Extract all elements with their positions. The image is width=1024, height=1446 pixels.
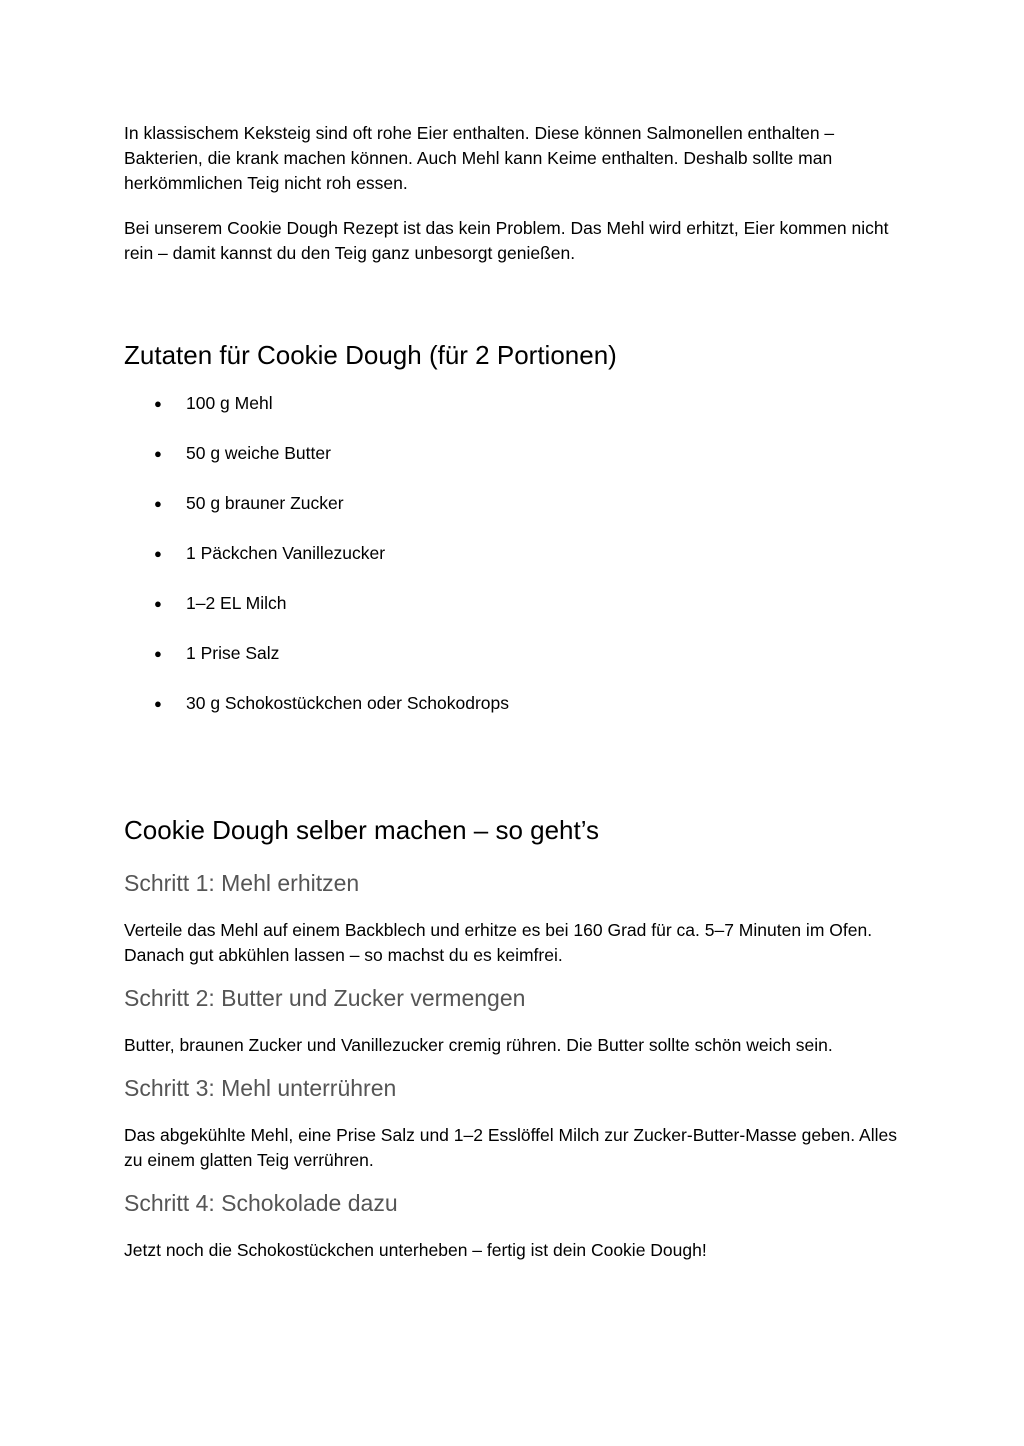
ingredients-list: [124, 391, 904, 716]
step-title: Schritt 2: Butter und Zucker vermengen: [124, 985, 526, 1011]
step-text: Verteile das Mehl auf einem Backblech und erhitze es bei 160 Grad für ca. 5–7 Minuten im Ofen. Danach gut abkühlen lassen – so machst du es keimfrei.: [124, 920, 873, 965]
ingredient-item: [124, 391, 904, 416]
bullet-icon: ●: [154, 496, 162, 511]
intro-paragraph: Bei unserem Cookie Dough Rezept ist das kein Problem. Das Mehl wird erhitzt, Eier kommen nicht rein – damit kannst du den Teig ganz unbesorgt genießen.: [124, 218, 889, 263]
ingredients-heading: Zutaten für Cookie Dough (für 2 Portionen): [124, 340, 617, 370]
step-section: [124, 1188, 904, 1263]
bullet-icon: ●: [154, 446, 162, 461]
document-page: [124, 121, 904, 1263]
ingredient-label: 100 g Mehl: [186, 393, 273, 413]
step-section: [124, 983, 904, 1058]
ingredient-item: [124, 591, 904, 616]
ingredient-label: 50 g brauner Zucker: [186, 493, 344, 513]
ingredient-item: [124, 641, 904, 666]
step-text: Das abgekühlte Mehl, eine Prise Salz und 1–2 Esslöffel Milch zur Zucker-Butter-Masse geben. Alles zu einem glatten Teig verrühren.: [124, 1125, 897, 1170]
step-title: Schritt 1: Mehl erhitzen: [124, 870, 360, 896]
ingredient-item: [124, 541, 904, 566]
intro-paragraph: In klassischem Keksteig sind oft rohe Eier enthalten. Diese können Salmonellen enthalten – Bakterien, die krank machen können. Auch Mehl kann Keime enthalten. Deshalb sollte man herkömmlichen Teig nicht roh essen.: [124, 123, 835, 193]
step-section: [124, 868, 904, 968]
bullet-icon: ●: [154, 646, 162, 661]
ingredient-item: [124, 691, 904, 716]
ingredient-label: 50 g weiche Butter: [186, 443, 331, 463]
bullet-icon: ●: [154, 396, 162, 411]
step-text: Butter, braunen Zucker und Vanillezucker cremig rühren. Die Butter sollte schön weich sein.: [124, 1035, 833, 1055]
ingredient-item: [124, 491, 904, 516]
bullet-icon: ●: [154, 596, 162, 611]
steps-heading: Cookie Dough selber machen – so geht’s: [124, 815, 600, 845]
bullet-icon: ●: [154, 696, 162, 711]
ingredient-label: 1 Päckchen Vanillezucker: [186, 543, 386, 563]
step-title: Schritt 4: Schokolade dazu: [124, 1190, 398, 1216]
step-section: [124, 1073, 904, 1173]
ingredient-label: 1 Prise Salz: [186, 643, 280, 663]
ingredient-item: [124, 441, 904, 466]
ingredient-label: 30 g Schokostückchen oder Schokodrops: [186, 693, 509, 713]
step-title: Schritt 3: Mehl unterrühren: [124, 1075, 397, 1101]
bullet-icon: ●: [154, 546, 162, 561]
ingredient-label: 1–2 EL Milch: [186, 593, 287, 613]
step-text: Jetzt noch die Schokostückchen unterheben – fertig ist dein Cookie Dough!: [124, 1240, 707, 1260]
